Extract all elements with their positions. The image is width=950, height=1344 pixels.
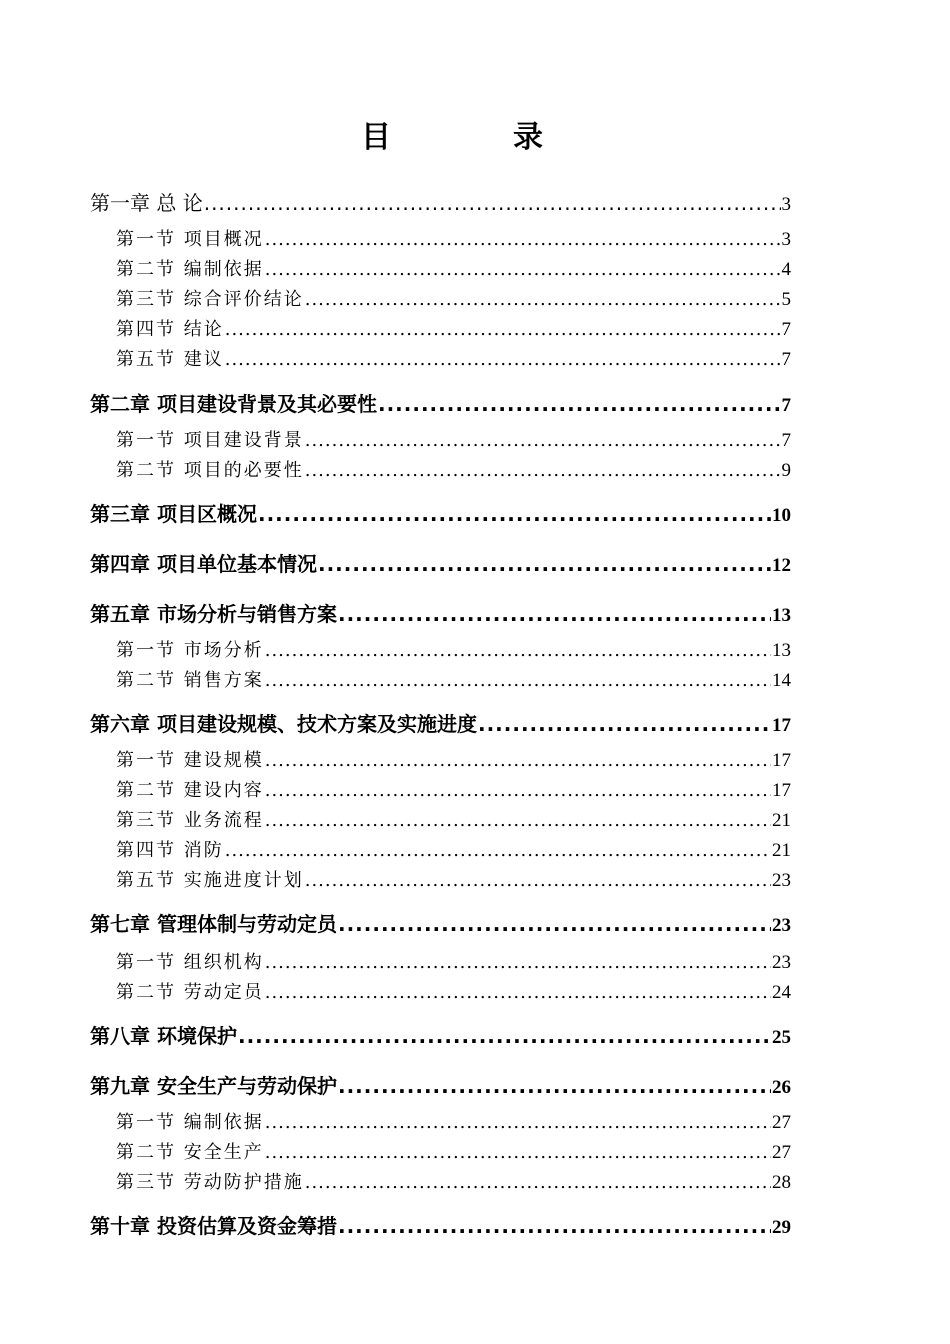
toc-chapter-entry[interactable] (90, 1070, 791, 1099)
toc-entry-label: 第八章 环境保护 (90, 1024, 237, 1048)
toc-chapter-entry[interactable] (90, 498, 791, 527)
toc-dot-leader (265, 229, 781, 250)
toc-entry-label: 第五章 市场分析与销售方案 (90, 602, 337, 626)
toc-entry-label: 第四节 消防 (116, 840, 224, 861)
toc-chapter-entry[interactable] (90, 1210, 791, 1239)
toc-dot-leader (338, 912, 771, 936)
toc-dot-leader (204, 191, 781, 215)
toc-dot-leader (305, 289, 781, 310)
toc-page-number: 21 (772, 810, 791, 831)
toc-dot-leader (265, 1112, 771, 1133)
toc-entry-label: 第一章 总 论 (90, 191, 203, 215)
toc-entry-label: 第七章 管理体制与劳动定员 (90, 912, 337, 936)
toc-section-entry[interactable] (116, 948, 791, 974)
toc-page-number: 27 (772, 1142, 791, 1163)
toc-section-entry[interactable] (116, 456, 791, 482)
toc-section-entry[interactable] (116, 285, 791, 311)
toc-dot-leader (265, 952, 771, 973)
toc-dot-leader (265, 780, 771, 801)
toc-dot-leader (305, 430, 781, 451)
toc-section-entry[interactable] (116, 255, 791, 281)
toc-dot-leader (265, 640, 771, 661)
toc-dot-leader (265, 750, 771, 771)
toc-entry-label: 第四节 结论 (116, 319, 224, 340)
toc-dot-leader (258, 502, 771, 526)
toc-page-number: 3 (781, 229, 791, 250)
toc-page-number: 25 (772, 1027, 791, 1048)
toc-page-number: 17 (772, 750, 791, 771)
toc-entry-label: 第一节 组织机构 (116, 952, 264, 973)
toc-page-number: 4 (781, 259, 791, 280)
toc-section-entry[interactable] (116, 746, 791, 772)
toc-page-number: 5 (781, 289, 791, 310)
toc-entry-label: 第三节 综合评价结论 (116, 289, 304, 310)
toc-section-entry[interactable] (116, 315, 791, 341)
toc-entry-label: 第五节 建议 (116, 349, 224, 370)
toc-chapter-entry[interactable] (90, 908, 791, 937)
toc-dot-leader (225, 319, 781, 340)
toc-page-number: 23 (772, 915, 791, 936)
toc-dot-leader (265, 982, 771, 1003)
toc-entry-label: 第一节 项目建设背景 (116, 430, 304, 451)
toc-dot-leader (265, 259, 781, 280)
toc-entry-label: 第三节 劳动防护措施 (116, 1172, 304, 1193)
toc-entry-label: 第十章 投资估算及资金筹措 (90, 1214, 337, 1238)
toc-page-number: 12 (772, 555, 791, 576)
toc-chapter-entry[interactable] (90, 388, 791, 417)
toc-dot-leader (318, 552, 771, 576)
toc-page-number: 13 (772, 640, 791, 661)
toc-entry-label: 第二节 安全生产 (116, 1142, 264, 1163)
toc-dot-leader (225, 840, 771, 861)
toc-entry-label: 第二节 销售方案 (116, 670, 264, 691)
toc-page-number: 27 (772, 1112, 791, 1133)
toc-page-number: 3 (781, 194, 791, 215)
toc-entry-label: 第五节 实施进度计划 (116, 870, 304, 891)
toc-section-entry[interactable] (116, 426, 791, 452)
toc-dot-leader (338, 1074, 771, 1098)
toc-page-number: 13 (772, 605, 791, 626)
toc-entry-label: 第六章 项目建设规模、技术方案及实施进度 (90, 712, 477, 736)
toc-section-entry[interactable] (116, 1168, 791, 1194)
toc-section-entry[interactable] (116, 666, 791, 692)
toc-page-number: 26 (772, 1077, 791, 1098)
toc-chapter-entry[interactable] (90, 548, 791, 577)
toc-title: 目 录 (361, 120, 589, 155)
toc-entry-label: 第三章 项目区概况 (90, 502, 257, 526)
toc-page-number: 17 (772, 715, 791, 736)
toc-chapter-entry[interactable] (90, 598, 791, 627)
toc-dot-leader (265, 810, 771, 831)
toc-entry-label: 第一节 市场分析 (116, 640, 264, 661)
toc-entry-label: 第四章 项目单位基本情况 (90, 552, 317, 576)
toc-page-number: 7 (781, 319, 791, 340)
toc-dot-leader (338, 1214, 771, 1238)
toc-entry-label: 第二节 项目的必要性 (116, 460, 304, 481)
toc-entry-label: 第九章 安全生产与劳动保护 (90, 1074, 337, 1098)
toc-entry-label: 第一节 编制依据 (116, 1112, 264, 1133)
toc-section-entry[interactable] (116, 636, 791, 662)
toc-dot-leader (305, 870, 771, 891)
toc-dot-leader (265, 1142, 771, 1163)
toc-section-entry[interactable] (116, 1138, 791, 1164)
toc-dot-leader (305, 1172, 771, 1193)
toc-page-number: 21 (772, 840, 791, 861)
toc-page-number: 29 (772, 1217, 791, 1238)
toc-page-number: 17 (772, 780, 791, 801)
toc-dot-leader (225, 349, 781, 370)
toc-section-entry[interactable] (116, 345, 791, 371)
toc-page-number: 10 (772, 505, 791, 526)
toc-entry-label: 第二节 劳动定员 (116, 982, 264, 1003)
toc-section-entry[interactable] (116, 978, 791, 1004)
toc-page-number: 7 (781, 349, 791, 370)
toc-dot-leader (338, 602, 771, 626)
toc-entry-label: 第二节 建设内容 (116, 780, 264, 801)
toc-dot-leader (305, 460, 781, 481)
toc-entry-label: 第二节 编制依据 (116, 259, 264, 280)
toc-dot-leader (478, 712, 771, 736)
toc-chapter-entry[interactable] (90, 1020, 791, 1049)
toc-section-entry[interactable] (116, 806, 791, 832)
toc-entry-label: 第一节 建设规模 (116, 750, 264, 771)
toc-section-entry[interactable] (116, 1108, 791, 1134)
toc-entry-label: 第三节 业务流程 (116, 810, 264, 831)
toc-page-number: 7 (781, 430, 791, 451)
toc-section-entry[interactable] (116, 836, 791, 862)
toc-page-number: 7 (781, 395, 791, 416)
toc-entry-label: 第一节 项目概况 (116, 229, 264, 250)
toc-chapter-entry[interactable] (90, 187, 791, 216)
toc-section-entry[interactable] (116, 225, 791, 251)
toc-page-number: 23 (772, 870, 791, 891)
toc-section-entry[interactable] (116, 776, 791, 802)
toc-dot-leader (378, 392, 781, 416)
toc-entry-label: 第二章 项目建设背景及其必要性 (90, 392, 377, 416)
toc-page-number: 9 (781, 460, 791, 481)
toc-chapter-entry[interactable] (90, 708, 791, 737)
toc-page-number: 28 (772, 1172, 791, 1193)
toc-page-number: 23 (772, 952, 791, 973)
toc-page-number: 14 (772, 670, 791, 691)
toc-dot-leader (238, 1024, 771, 1048)
toc-page-number: 24 (772, 982, 791, 1003)
toc-dot-leader (265, 670, 771, 691)
toc-section-entry[interactable] (116, 866, 791, 892)
